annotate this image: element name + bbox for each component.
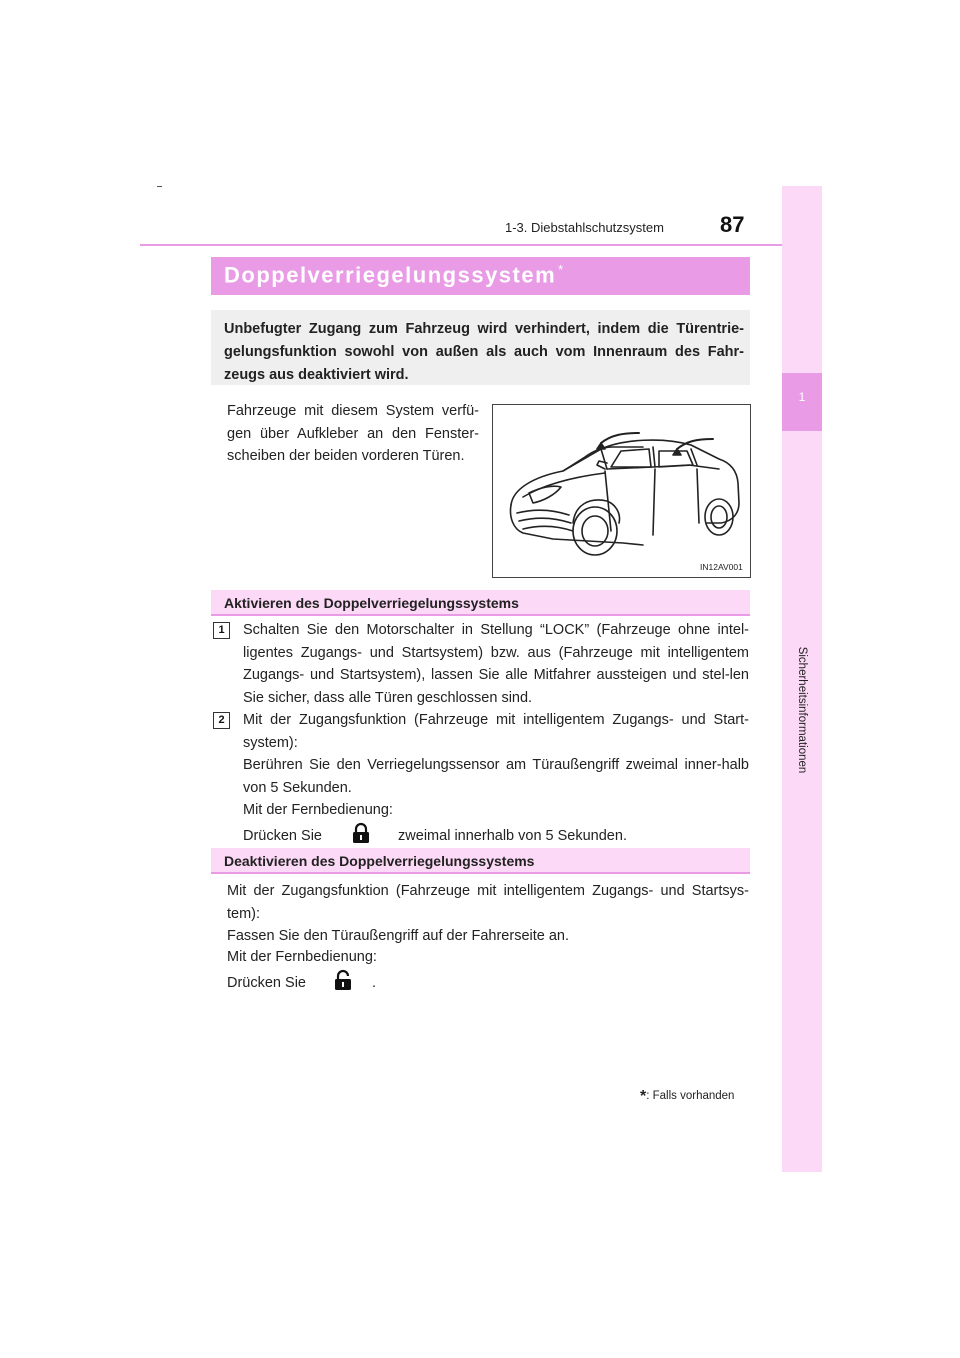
deactivate-paragraph-2 <box>227 946 749 994</box>
step-2-press-label: Drücken Sie <box>243 827 322 844</box>
step-2-text <box>243 709 749 847</box>
page-title-text: Doppelverriegelungssystem <box>224 262 557 288</box>
page-number: 87 <box>720 212 745 237</box>
page-title <box>224 262 565 288</box>
deactivate-press-label: Drücken Sie <box>227 974 306 991</box>
deactivate-line-4 <box>227 969 749 995</box>
deactivate-press-suffix: . <box>372 974 377 991</box>
figure-code: IN12AV001 <box>700 562 743 572</box>
deactivate-heading: Deaktivieren des Doppelverriegelungssystems <box>224 853 535 869</box>
footnote-text: : Falls vorhanden <box>646 1090 735 1102</box>
deactivate-paragraph-1 <box>227 880 749 948</box>
deactivate-line-1: Mit der Zugangsfunktion (Fahrzeuge mit intelligentem Zugangs- und Startsys-tem): <box>227 883 749 922</box>
chapter-number: 1 <box>798 390 806 404</box>
car-drawing <box>493 405 750 577</box>
footnote-marker: * <box>640 1088 647 1105</box>
crop-mark <box>157 186 162 187</box>
step-number-2: 2 <box>213 712 230 729</box>
optional-marker: * <box>558 262 565 277</box>
intro-text: Unbefugter Zugang zum Fahrzeug wird verhindert, indem die Türentrie-gelungsfunktion sowohl von außen als auch vom Innenraum des Fahr-zeugs aus deaktiviert wird. <box>224 321 744 383</box>
section-path: 1-3. Diebstahlschutzsystem <box>505 220 664 235</box>
step-2-press-suffix: zweimal innerhalb von 5 Sekunden. <box>398 827 627 844</box>
chapter-label-text: Sicherheitsinformationen <box>796 646 808 774</box>
chapter-label <box>770 560 834 860</box>
activate-heading: Aktivieren des Doppelverriegelungssystems <box>224 595 519 611</box>
step-number-1: 1 <box>213 622 230 639</box>
deactivate-line-2: Fassen Sie den Türaußengriff auf der Fahrerseite an. <box>227 928 570 944</box>
step-2-line-2: Berühren Sie den Verriegelungssensor am Türaußengriff zweimal inner-halb von 5 Sekunden. <box>243 757 749 796</box>
lock-icon <box>350 822 372 844</box>
step-2-line-4 <box>243 822 749 848</box>
deactivate-line-3: Mit der Fernbedienung: <box>227 949 377 965</box>
header-rule <box>140 244 822 246</box>
unlock-icon <box>332 969 354 991</box>
car-illustration <box>492 404 751 578</box>
footnote <box>640 1088 734 1106</box>
paragraph-stickers: Fahrzeuge mit diesem System verfü-gen über Aufkleber an den Fenster-scheiben der beiden vorderen Türen. <box>227 403 479 464</box>
step-2-line-1: Mit der Zugangsfunktion (Fahrzeuge mit intelligentem Zugangs- und Start-system): <box>243 712 749 751</box>
step-1-text: Schalten Sie den Motorschalter in Stellung “LOCK” (Fahrzeuge ohne intel-ligentes Zugangs- und Startsystem) bzw. aus (Fahrzeuge mit intelligentem Zugangs- und Startsystem), lassen Sie alle Mitfahrer aussteigen und stel-len Sie sicher, dass alle Türen geschlossen sind. <box>243 622 749 706</box>
step-2-line-3: Mit der Fernbedienung: <box>243 802 393 818</box>
